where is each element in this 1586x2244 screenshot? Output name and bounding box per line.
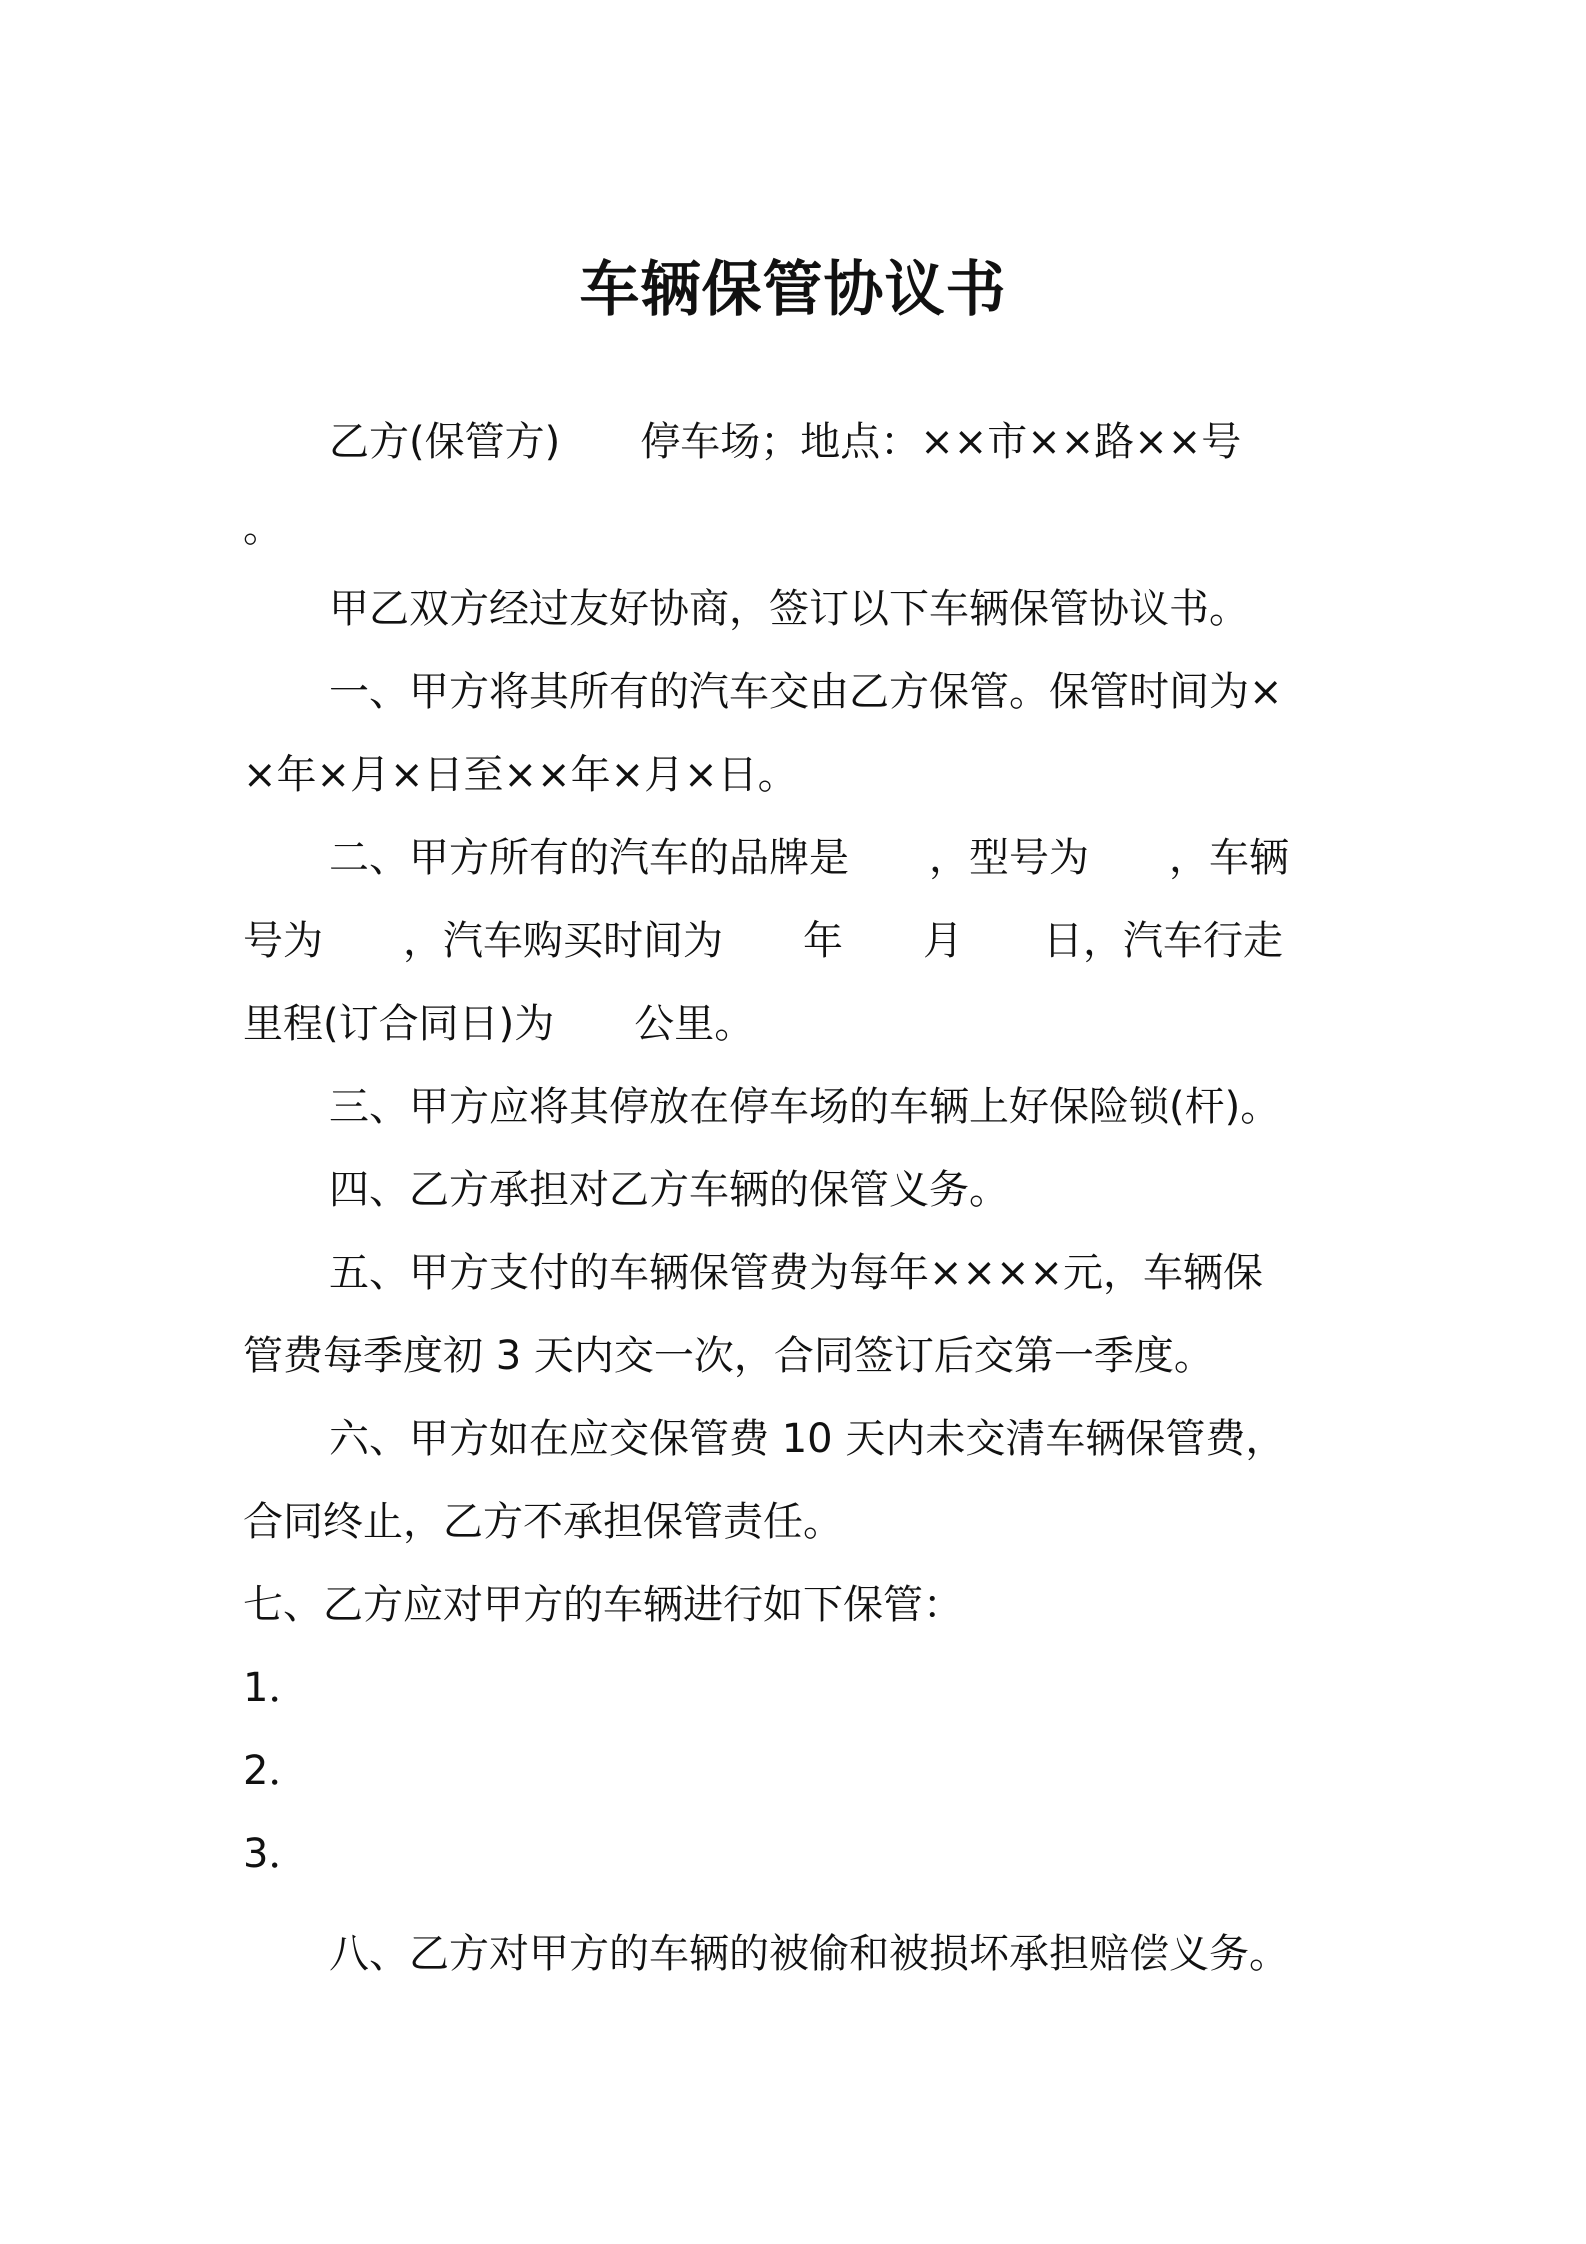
clause-5-line-1: 五、甲方支付的车辆保管费为每年××××元，车辆保 [329,1250,1264,1296]
party-b-line-end: 。 [243,505,283,551]
list-item-3: 3． [243,1831,309,1877]
clause-6-line-2: 合同终止，乙方不承担保管责任。 [243,1499,843,1545]
clause-3: 三、甲方应将其停放在停车场的车辆上好保险锁(杆)。 [329,1084,1281,1130]
intro-paragraph: 甲乙双方经过友好协商，签订以下车辆保管协议书。 [329,586,1249,632]
clause-5-line-2: 管费每季度初 3 天内交一次，合同签订后交第一季度。 [243,1333,1214,1379]
clause-2-line-2: 号为 ，汽车购买时间为 年 月 日，汽车行走 [243,918,1283,964]
clause-1-line-1: 一、甲方将其所有的汽车交由乙方保管。保管时间为× [329,669,1283,715]
party-b-line: 乙方(保管方) 停车场；地点：××市××路××号 [329,419,1242,465]
clause-4: 四、乙方承担对乙方车辆的保管义务。 [329,1167,1009,1213]
clause-1-line-2: ×年×月×日至××年×月×日。 [243,752,798,798]
clause-8: 八、乙方对甲方的车辆的被偷和被损坏承担赔偿义务。 [329,1931,1289,1977]
list-item-2: 2． [243,1748,309,1794]
clause-6-line-1: 六、甲方如在应交保管费 10 天内未交清车辆保管费， [329,1416,1286,1462]
clause-2-line-1: 二、甲方所有的汽车的品牌是 ，型号为 ，车辆 [329,835,1289,881]
clause-2-line-3: 里程(订合同日)为 公里。 [243,1001,755,1047]
list-item-1: 1． [243,1665,309,1711]
clause-7: 七、乙方应对甲方的车辆进行如下保管： [243,1582,963,1628]
document-title: 车辆保管协议书 [579,255,1007,325]
